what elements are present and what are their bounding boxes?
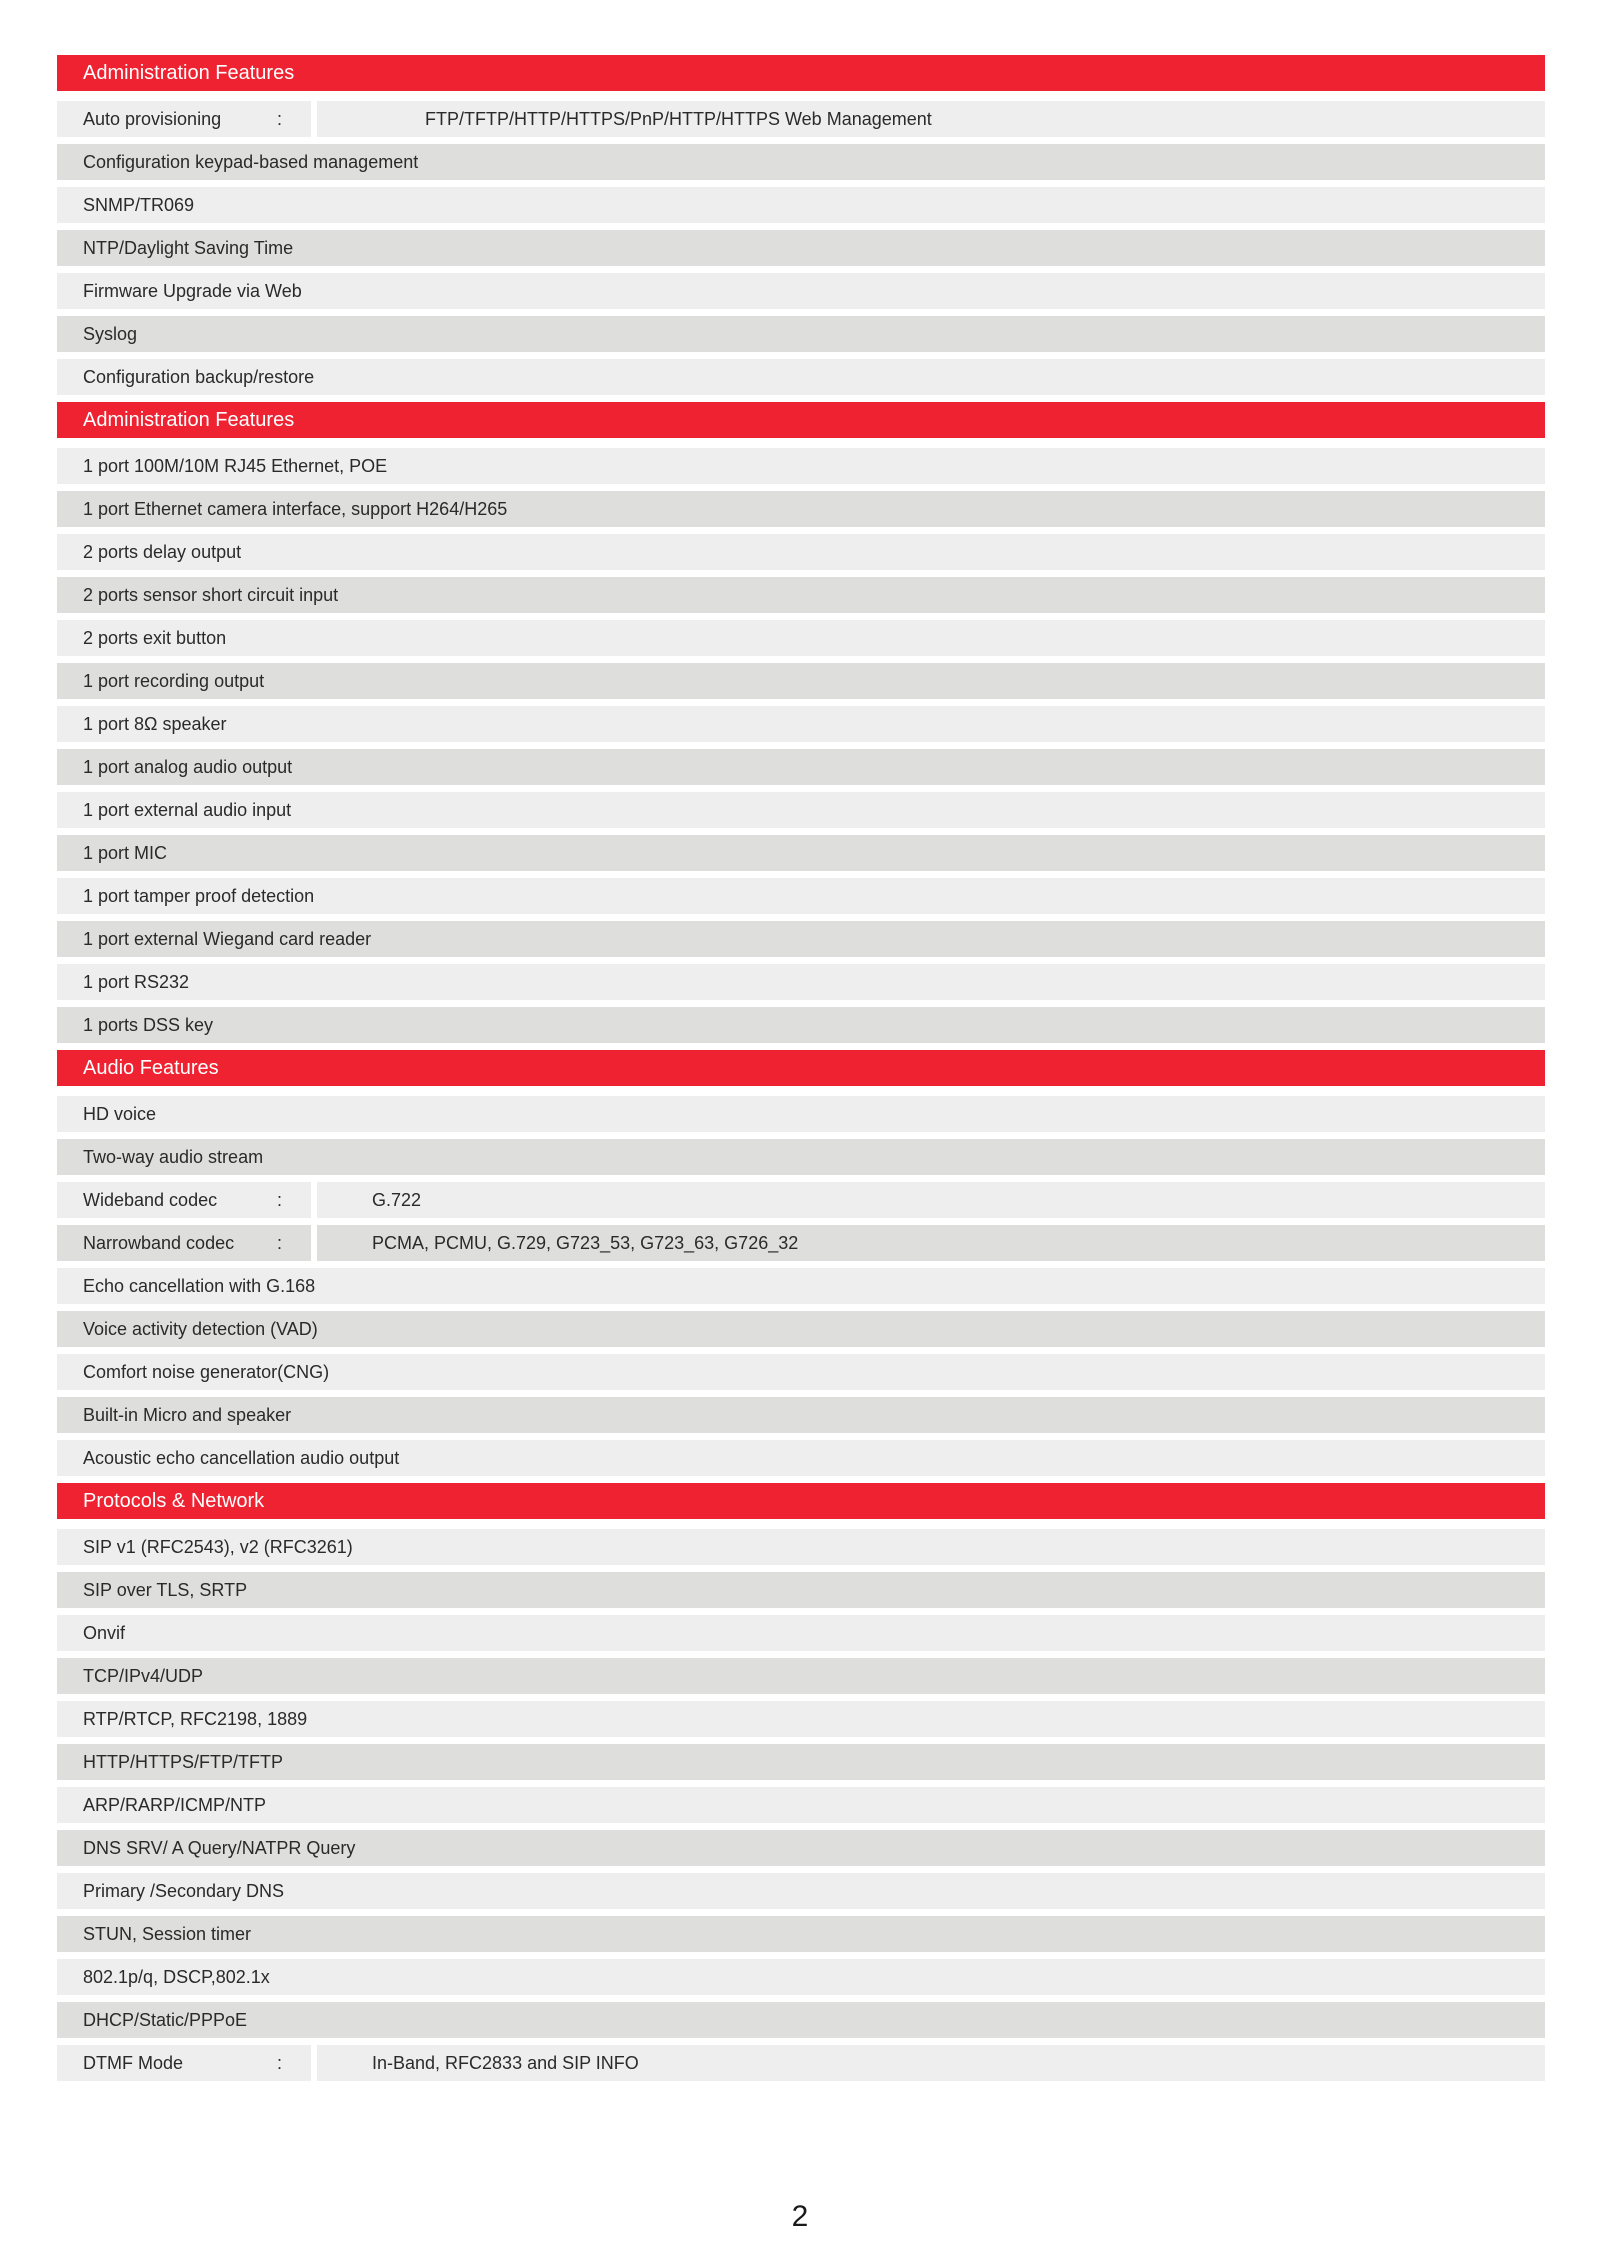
spec-row: 1 port external audio input (57, 792, 1545, 828)
spec-row: 1 port tamper proof detection (57, 878, 1545, 914)
spec-section (57, 1050, 1545, 1476)
spec-row: NTP/Daylight Saving Time (57, 230, 1545, 266)
spec-row: 1 port 100M/10M RJ45 Ethernet, POE (57, 448, 1545, 484)
spec-value: PCMA, PCMU, G.729, G723_53, G723_63, G726_32 (317, 1225, 1545, 1261)
spec-row: HD voice (57, 1096, 1545, 1132)
spec-row: SIP over TLS, SRTP (57, 1572, 1545, 1608)
spec-row: 1 port analog audio output (57, 749, 1545, 785)
spec-row: SNMP/TR069 (57, 187, 1545, 223)
spec-row: RTP/RTCP, RFC2198, 1889 (57, 1701, 1545, 1737)
spec-row (57, 101, 1545, 137)
spec-row: 1 port Ethernet camera interface, support H264/H265 (57, 491, 1545, 527)
spec-label: Wideband codec (83, 1190, 218, 1210)
spec-row: Firmware Upgrade via Web (57, 273, 1545, 309)
spec-row: 1 port RS232 (57, 964, 1545, 1000)
spec-label: DTMF Mode (83, 2053, 184, 2073)
section-header: Audio Features (57, 1050, 1545, 1086)
page-number: 2 (791, 2200, 809, 2233)
spec-separator: : (277, 2053, 283, 2073)
spec-row: DNS SRV/ A Query/NATPR Query (57, 1830, 1545, 1866)
spec-row: 2 ports exit button (57, 620, 1545, 656)
spec-row: Two-way audio stream (57, 1139, 1545, 1175)
spec-row: Comfort noise generator(CNG) (57, 1354, 1545, 1390)
spec-row: Primary /Secondary DNS (57, 1873, 1545, 1909)
spec-row: SIP v1 (RFC2543), v2 (RFC3261) (57, 1529, 1545, 1565)
spec-value: In-Band, RFC2833 and SIP INFO (317, 2045, 1545, 2081)
spec-section (57, 55, 1545, 395)
spec-separator: : (277, 109, 283, 129)
spec-row: Configuration keypad-based management (57, 144, 1545, 180)
spec-row (57, 2045, 1545, 2081)
spec-row: STUN, Session timer (57, 1916, 1545, 1952)
spec-value: FTP/TFTP/HTTP/HTTPS/PnP/HTTP/HTTPS Web Management (317, 101, 1545, 137)
spec-row: 802.1p/q, DSCP,802.1x (57, 1959, 1545, 1995)
spec-value: G.722 (317, 1182, 1545, 1218)
spec-row (57, 1225, 1545, 1261)
spec-row: TCP/IPv4/UDP (57, 1658, 1545, 1694)
spec-row: 1 port external Wiegand card reader (57, 921, 1545, 957)
spec-row: Echo cancellation with G.168 (57, 1268, 1545, 1304)
spec-row: Configuration backup/restore (57, 359, 1545, 395)
spec-label-cell (57, 1182, 311, 1218)
section-header: Administration Features (57, 55, 1545, 91)
spec-row: 1 ports DSS key (57, 1007, 1545, 1043)
spec-row: DHCP/Static/PPPoE (57, 2002, 1545, 2038)
spec-row: 1 port recording output (57, 663, 1545, 699)
spec-separator: : (277, 1190, 283, 1210)
spec-row: Voice activity detection (VAD) (57, 1311, 1545, 1347)
spec-row: Syslog (57, 316, 1545, 352)
spec-label: Auto provisioning (83, 109, 222, 129)
spec-row: 2 ports sensor short circuit input (57, 577, 1545, 613)
spec-row: 1 port 8Ω speaker (57, 706, 1545, 742)
section-header: Administration Features (57, 402, 1545, 438)
spec-label-cell (57, 2045, 311, 2081)
spec-label-cell (57, 101, 311, 137)
spec-row: 2 ports delay output (57, 534, 1545, 570)
spec-section (57, 1483, 1545, 2081)
spec-row: 1 port MIC (57, 835, 1545, 871)
spec-label: Narrowband codec (83, 1233, 235, 1253)
spec-row: Acoustic echo cancellation audio output (57, 1440, 1545, 1476)
spec-row: ARP/RARP/ICMP/NTP (57, 1787, 1545, 1823)
spec-row: HTTP/HTTPS/FTP/TFTP (57, 1744, 1545, 1780)
spec-row (57, 1182, 1545, 1218)
spec-separator: : (277, 1233, 283, 1253)
section-header: Protocols & Network (57, 1483, 1545, 1519)
spec-row: Onvif (57, 1615, 1545, 1651)
spec-section (57, 402, 1545, 1043)
spec-label-cell (57, 1225, 311, 1261)
spec-row: Built-in Micro and speaker (57, 1397, 1545, 1433)
spec-sheet (57, 55, 1545, 2088)
